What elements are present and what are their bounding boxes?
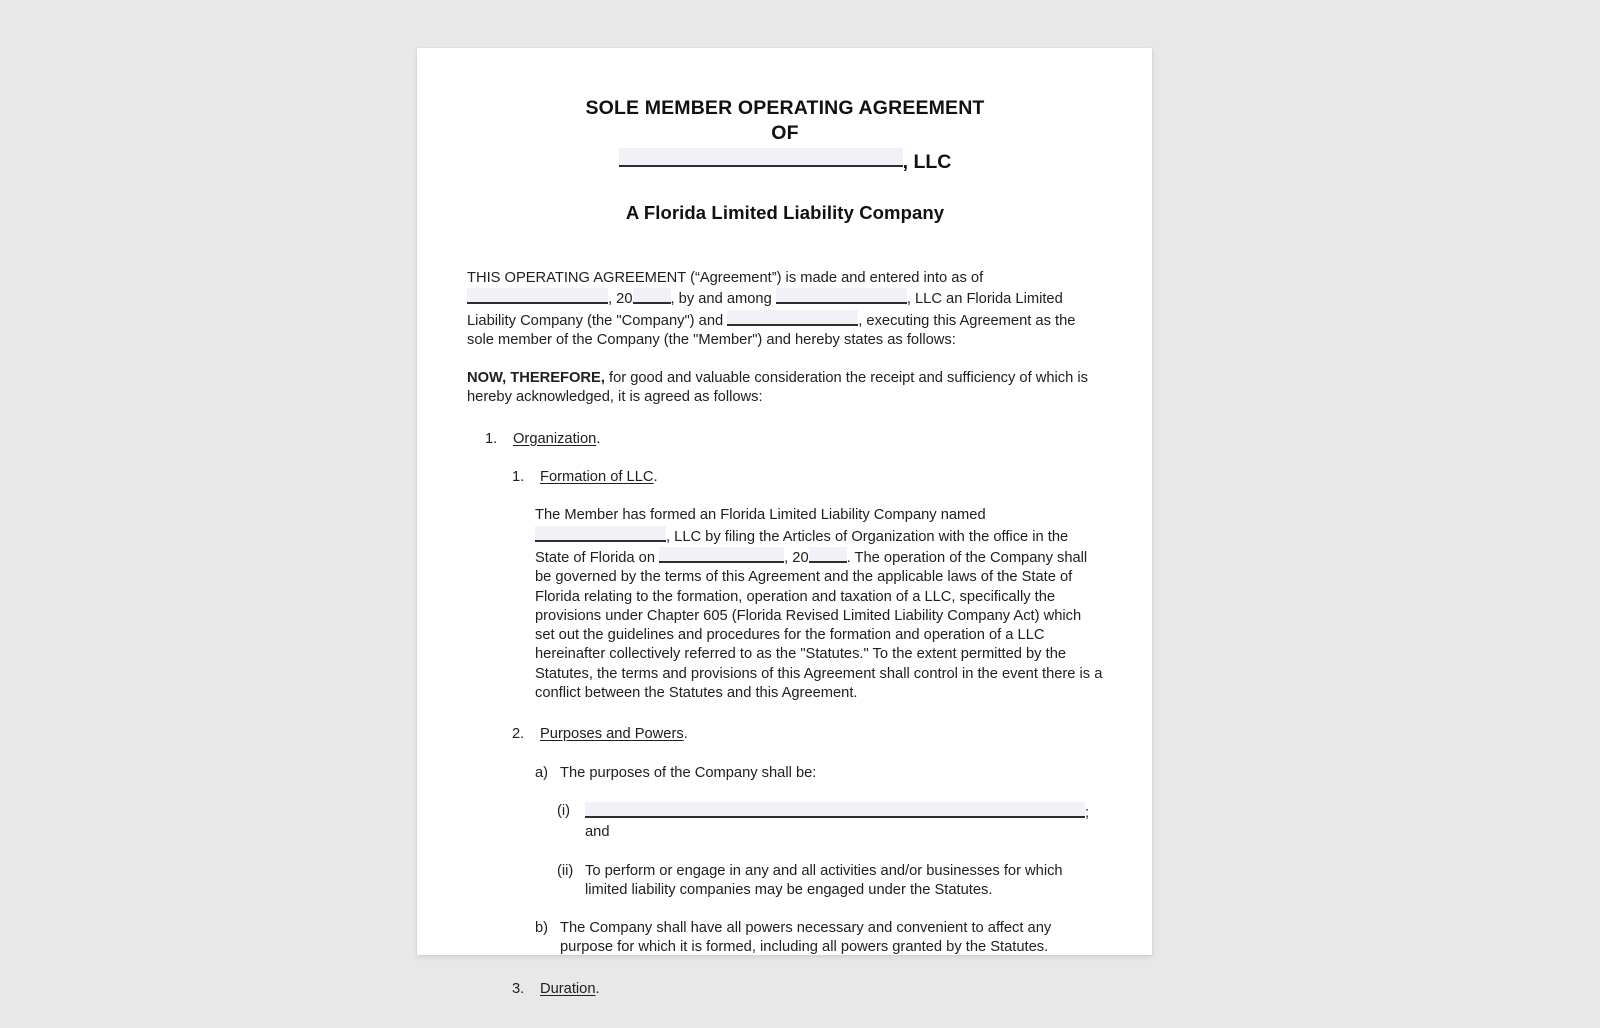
- now-therefore-text: for good and valuable consideration the receipt and sufficiency of which is hereby acknowledged, it is agreed as follows:: [467, 370, 1088, 406]
- section-1-2-marker: 2.: [512, 726, 525, 743]
- title-line-2: OF: [771, 122, 799, 144]
- section-1-2-a-i-marker: (i): [557, 802, 571, 819]
- section-1-1-heading: [540, 468, 1103, 487]
- section-1-2-period: .: [683, 726, 688, 743]
- section-1-label: Organization: [513, 430, 597, 447]
- section-1-marker: 1.: [485, 430, 498, 447]
- intro-text-e: , executing this Agreement as the sole member of the Company (the "Member") and hereby states as follows:: [467, 312, 1076, 348]
- section-1-2-a-i-content: [585, 802, 1103, 843]
- title-llc-suffix: , LLC: [902, 151, 952, 173]
- member-blank[interactable]: [727, 310, 858, 326]
- section-1-2-purposes-and-powers: [512, 725, 1103, 744]
- section-3-marker: 3.: [512, 980, 525, 997]
- title-line-1: SOLE MEMBER OPERATING AGREEMENT: [585, 97, 985, 119]
- section-1-2-b-text: The Company shall have all powers necessary and convenient to affect any purpose for which it is formed, including all powers granted by the Statutes.: [560, 920, 1052, 956]
- company-name-line: [467, 148, 1103, 175]
- formation-text-b: , LLC by filing the Articles of Organization with the office in the State of Florida on: [535, 528, 1069, 566]
- section-1-2-heading: [540, 725, 1103, 744]
- agreement-date-blank[interactable]: [467, 288, 608, 304]
- section-3-label: Duration: [540, 980, 596, 997]
- intro-text-c: , by and among: [670, 291, 776, 308]
- section-1-2-b: [535, 919, 1103, 958]
- section-1-1-period: .: [653, 469, 658, 486]
- section-1-2-a-ii: [557, 862, 1103, 901]
- company-blank[interactable]: [776, 288, 907, 304]
- section-3-heading: [540, 980, 1103, 999]
- formation-text-a: The Member has formed an Florida Limited Liability Company named: [535, 507, 986, 524]
- formation-text-d: . The operation of the Company shall be governed by the terms of this Agreement and the applicable laws of the State of Florida relating to the formation, operation and taxation of a LLC, specifically the provisions under Chapter 605 (Florida Revised Limited Liability Company Act) which set out the guidelines and procedures for the formation and operation of a LLC hereinafter collectively referred to as the "Statutes." To the extent permitted by the Statutes, the terms and provisions of this Agreement shall control in the event there is a conflict between the Statutes and this Agreement.: [535, 549, 1103, 702]
- section-1-2-a: [535, 764, 1103, 783]
- section-1-1-label: Formation of LLC: [540, 469, 654, 486]
- intro-paragraph-2: [467, 369, 1103, 408]
- section-3-duration: [512, 980, 1103, 999]
- section-1-2-a-ii-text: To perform or engage in any and all activities and/or businesses for which limited liability companies may be engaged under the Statutes.: [585, 862, 1063, 898]
- page-subtitle: A Florida Limited Liability Company: [625, 202, 945, 223]
- section-1-organization: [485, 430, 1103, 449]
- section-3-period: .: [595, 980, 600, 997]
- section-1-period: .: [596, 430, 601, 447]
- formation-filing-date-blank[interactable]: [659, 547, 784, 563]
- section-1-2-a-text: The purposes of the Company shall be:: [560, 764, 817, 781]
- section-1-1-body: [535, 506, 1103, 703]
- section-1-heading: [513, 430, 1103, 449]
- purpose-blank[interactable]: [585, 802, 1085, 818]
- page-title: [467, 96, 1103, 146]
- intro-text-d: , LLC an Florida Limited Liability Company (the "Company") and: [467, 291, 1063, 329]
- section-1-2-a-i: [557, 802, 1103, 843]
- intro-text-b: , 20: [608, 291, 633, 308]
- now-therefore-label: NOW, THEREFORE,: [467, 370, 605, 387]
- document-body: [467, 48, 1103, 997]
- company-name-blank[interactable]: [619, 148, 903, 167]
- formation-company-name-blank[interactable]: [535, 526, 666, 542]
- section-1-1-formation-of-llc: [512, 468, 1103, 487]
- document-page: [417, 48, 1152, 997]
- intro-text-a: THIS OPERATING AGREEMENT (“Agreement”) is made and entered into as of: [467, 270, 984, 286]
- section-1-2-a-i-suffix: ; and: [585, 804, 1090, 841]
- section-1-2-a-ii-marker: (ii): [557, 862, 574, 879]
- section-1-1-marker: 1.: [512, 469, 525, 486]
- section-1-2-b-marker: b): [535, 920, 549, 937]
- agreement-year-blank[interactable]: [633, 288, 671, 304]
- intro-paragraph-1: [467, 269, 1103, 350]
- formation-filing-year-blank[interactable]: [809, 547, 847, 563]
- formation-text-c: , 20: [784, 549, 809, 566]
- section-1-2-a-marker: a): [535, 764, 549, 781]
- section-1-2-label: Purposes and Powers: [540, 726, 684, 743]
